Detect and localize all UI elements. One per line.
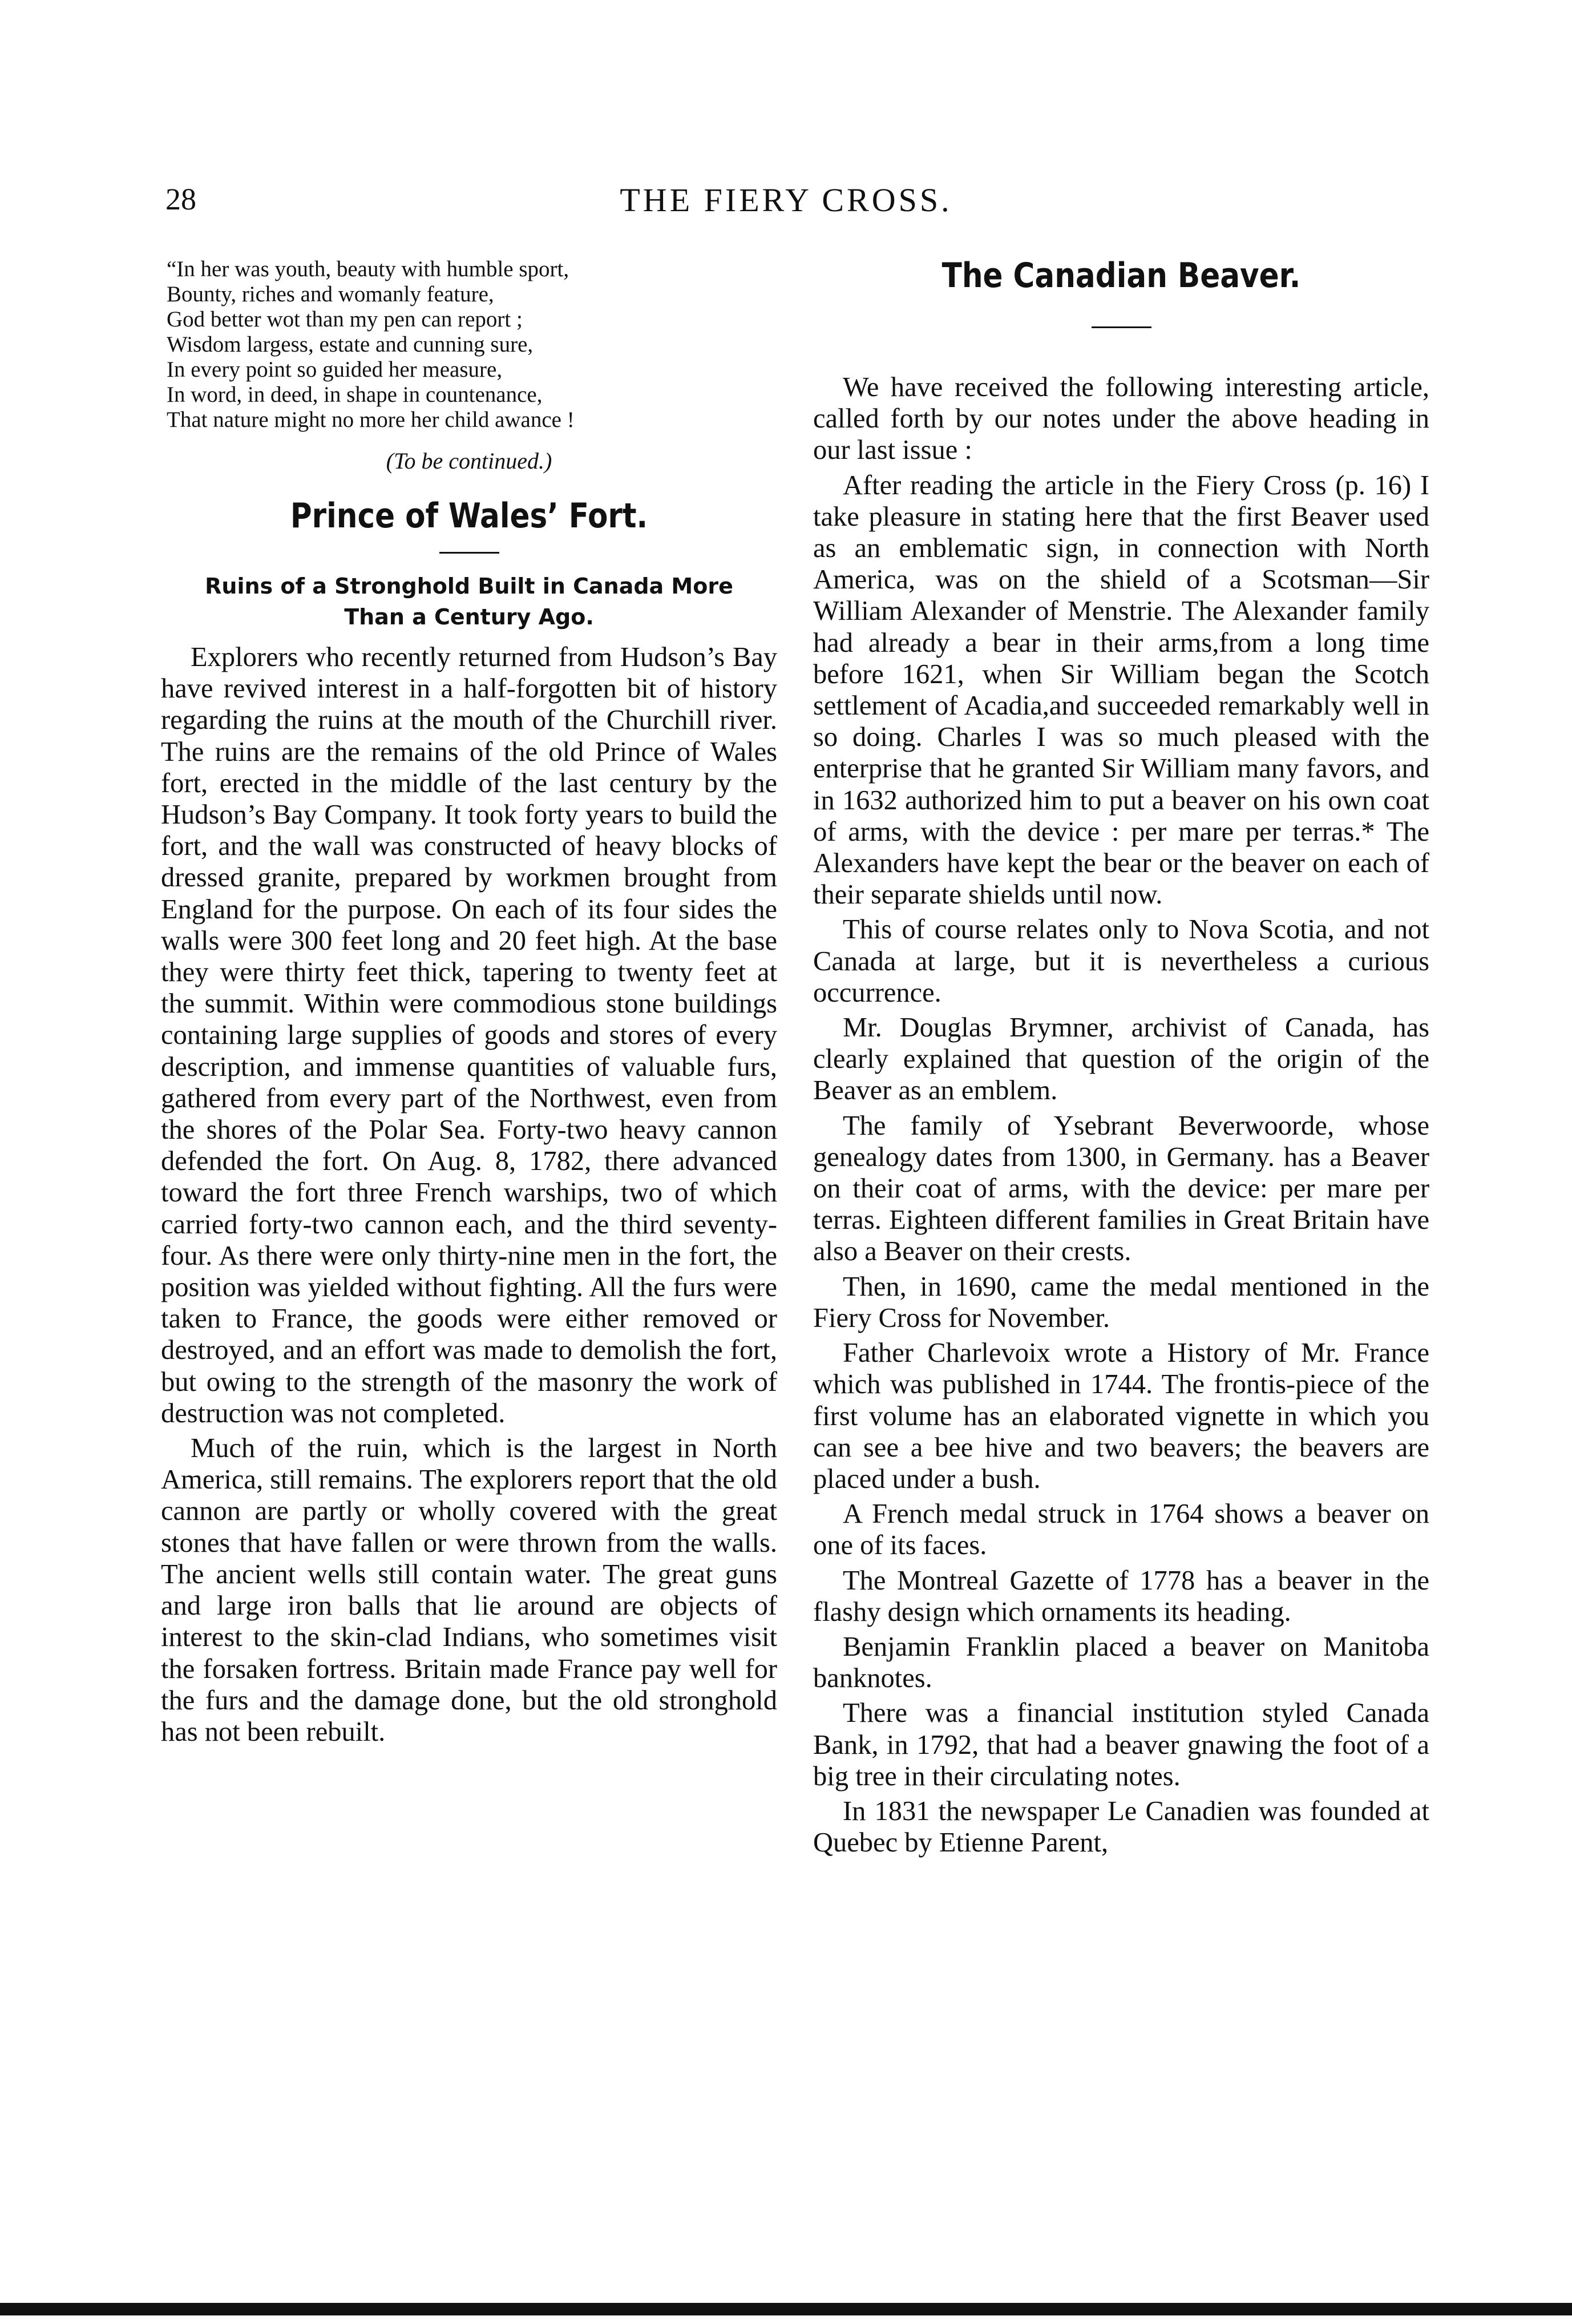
paragraph: After reading the article in the Fiery Cross (p. 16) I take pleasure in stating here that the first Beaver used as an emblematic sign, in connection with North America, was on the shield of a Scotsman—Sir William Alexander of Menstrie. The Alexander family had already a bear in their arms,from a long time before 1621, when Sir William began the Scotch settlement of Acadia,and succeeded remarkably well in so doing. Charles I was so much pleased with the enterprise that he granted Sir William many favors, and in 1632 authorized him to put a beaver on his own coat of arms, with the device : per mare per terras.* The Alexanders have kept the bear or the beaver on each of their separate shields until now. [813, 470, 1429, 910]
left-column [161, 257, 777, 1751]
right-column [813, 257, 1429, 1862]
paragraph: The Montreal Gazette of 1778 has a beaver in the flashy design which ornaments its heading. [813, 1565, 1429, 1627]
paragraph: This of course relates only to Nova Scotia, and not Canada at large, but it is nevertheless a curious occurrence. [813, 914, 1429, 1008]
paragraph: The family of Ysebrant Beverwoorde, whose genealogy dates from 1300, in Germany. has a Beaver on their coat of arms, with the device: per mare per terras. Eighteen different families in Great Britain have also a Beaver on their crests. [813, 1110, 1429, 1267]
poem-line: Bounty, riches and womanly feature, [167, 282, 494, 306]
title-rule [1092, 326, 1151, 328]
paragraph: Benjamin Franklin placed a beaver on Manitoba banknotes. [813, 1631, 1429, 1694]
poem [167, 257, 777, 433]
paragraph: Mr. Douglas Brymner, archivist of Canada, has clearly explained that question of the origin of the Beaver as an emblem. [813, 1012, 1429, 1106]
paragraph: A French medal struck in 1764 shows a beaver on one of its faces. [813, 1499, 1429, 1561]
subtitle-line: Than a Century Ago. [344, 604, 594, 630]
poem-line: That nature might no more her child awance ! [167, 407, 575, 432]
article-title-canadian-beaver: The Canadian Beaver. [941, 256, 1301, 296]
page-number: 28 [165, 182, 196, 216]
poem-line: Wisdom largess, estate and cunning sure, [167, 332, 534, 357]
article-body [813, 372, 1429, 1858]
poem-line: In word, in deed, in shape in countenance, [167, 382, 543, 407]
article-body [161, 641, 777, 1748]
paragraph: Much of the ruin, which is the largest in North America, still remains. The explorers report that the old cannon are partly or wholly covered with the great stones that have fallen or were thrown from the walls. The ancient wells still contain water. The great guns and large iron balls that lie around are objects of interest to the skin-clad Indians, who sometimes visit the forsaken fortress. Britain made France pay well for the furs and the damage done, but the old stronghold has not been rebuilt. [161, 1433, 777, 1747]
paragraph: Then, in 1690, came the medal mentioned in the Fiery Cross for November. [813, 1271, 1429, 1333]
bottom-border [0, 2303, 1572, 2315]
poem-line: God better wot than my pen can report ; [167, 307, 523, 332]
paragraph: We have received the following interesting article, called forth by our notes under the above heading in our last issue : [813, 372, 1429, 466]
paragraph: In 1831 the newspaper Le Canadien was founded at Quebec by Etienne Parent, [813, 1796, 1429, 1858]
article-title-prince-of-wales-fort: Prince of Wales’ Fort. [290, 496, 648, 536]
title-rule [439, 552, 499, 554]
paragraph: There was a financial institution styled Canada Bank, in 1792, that had a beaver gnawing the foot of a big tree in their circulating notes. [813, 1698, 1429, 1792]
subtitle-line: Ruins of a Stronghold Built in Canada More [205, 574, 733, 599]
paragraph: Explorers who recently returned from Hudson’s Bay have revived interest in a half-forgotten bit of history regarding the ruins at the mouth of the Churchill river. The ruins are the remains of the old Prince of Wales fort, erected in the middle of the last century by the Hudson’s Bay Company. It took forty years to build the fort, and the wall was constructed of heavy blocks of dressed granite, prepared by workmen brought from England for the purpose. On each of its four sides the walls were 300 feet long and 20 feet high. At the base they were thirty feet thick, tapering to twenty feet at the summit. Within were commodious stone buildings containing large supplies of goods and stores of every description, and immense quantities of valuable furs, gathered from every part of the Northwest, even from the shores of the Polar Sea. Forty-two heavy cannon defended the fort. On Aug. 8, 1782, there advanced toward the fort three French warships, two of which carried forty-two cannon each, and the third seventy-four. As there were only thirty-nine men in the fort, the position was yielded without fighting. All the furs were taken to France, the goods were either removed or destroyed, and an effort was made to demolish the fort, but owing to the strength of the masonry the work of destruction was not completed. [161, 642, 777, 1429]
running-head: THE FIERY CROSS. [620, 181, 952, 219]
to-be-continued-note: (To be continued.) [386, 448, 552, 474]
paragraph: Father Charlevoix wrote a History of Mr. France which was published in 1744. The frontis-piece of the first volume has an elaborated vignette in which you can see a bee hive and two beavers; the beavers are placed under a bush. [813, 1338, 1429, 1494]
poem-line: In every point so guided her measure, [167, 357, 503, 382]
article-subtitle [161, 571, 777, 632]
poem-line: “In her was youth, beauty with humble sport, [167, 257, 569, 281]
